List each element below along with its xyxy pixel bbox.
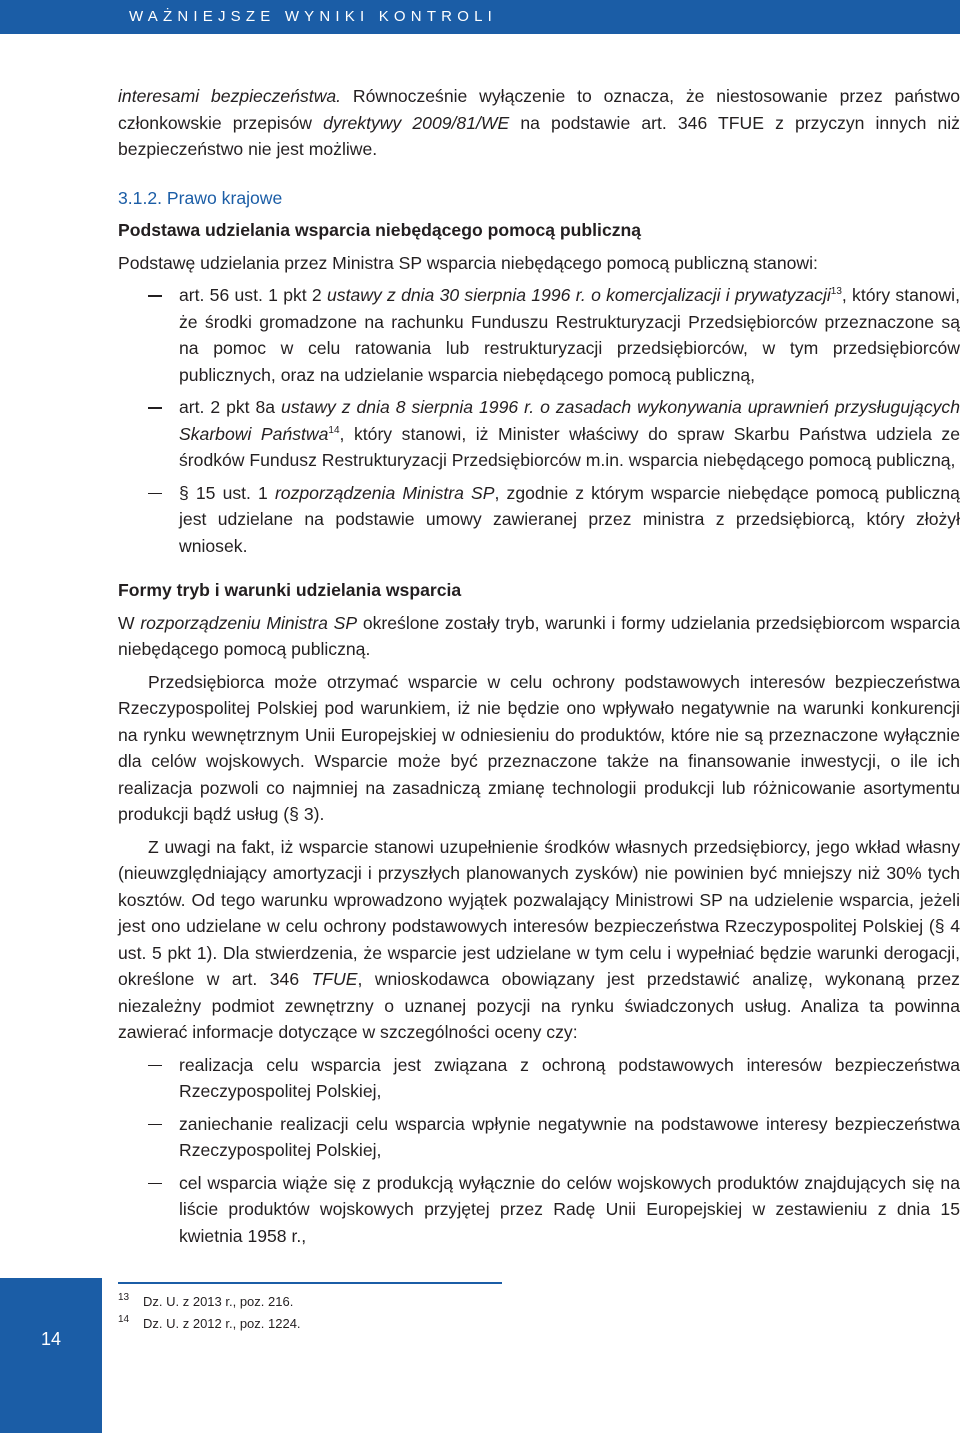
list-item: zaniechanie realizacji celu wsparcia wpłynie negatywnie na podstawowe interesy bezpieczeństwa Rzeczypospolitej Polskiej, [118, 1111, 960, 1164]
footnote-divider [118, 1282, 502, 1284]
item-text: , zgodnie z którym wsparcie niebędące pomocą publiczną jest udzielane na podstawie umowy zawieranej przez ministra z przedsiębiorcą, który złożył wniosek. [179, 482, 960, 556]
header-title: WAŻNIEJSZE WYNIKI KONTROLI [129, 8, 497, 25]
intro-text-end: na podstawie art. 346 TFUE z przyczyn innych niż bezpieczeństwo nie jest możliwe. [118, 112, 960, 159]
footnote-text: Dz. U. z 2012 r., poz. 1224. [143, 1316, 301, 1331]
p1-text: W [118, 612, 141, 633]
item-ref: § 15 ust. 1 [179, 482, 275, 503]
footnote-number: 13 [118, 1292, 130, 1303]
list-item [118, 480, 960, 560]
item-ref: art. 2 pkt 8a [179, 397, 282, 417]
p3-text-end: , wnioskodawca obowiązany jest przedstawić analizę, wykonaną przez niezależny podmiot zewnętrzny o uznanej pozycji na rynku świadczonych usług. Analiza ta powinna zawierać informacje dotyczące w szczególności oceny czy: [118, 969, 960, 1042]
footnote [118, 1313, 301, 1335]
page-number-box [0, 1278, 102, 1433]
item-text: , który stanowi, iż Minister właściwy do spraw Skarbu Państwa udziela ze środków Fundusz Restrukturyzacji Przedsiębiorców m.in. wsparcia niebędącego pomocą publiczną, [179, 423, 960, 470]
document-body [118, 83, 960, 1255]
item-act: ustawy z dnia 30 sierpnia 1996 r. o komercjalizacji i prywatyzacji [326, 285, 831, 305]
p3-text: Z uwagi na fakt, iż wsparcie stanowi uzupełnienie środków własnych przedsiębiorcy, jego wkład własny (nieuwzględniający amortyzacji i przyszłych planowanych zysków) nie powinien być mniejszy niż 30% tych kosztów. Od tego warunku wprowadzono wyjątek pozwalający Ministrowi SP na udzielenie wsparcia, jeżeli jest ono udzielane w celu ochrony podstawowych interesów bezpieczeństwa Rzeczypospolitej Polskiej (§ 4 ust. 5 pkt 1). Dla stwierdzenia, że wsparcie jest udzielane w tym celu i wypełniać będzie warunki derogacji, określone w art. 346 [118, 836, 960, 989]
intro-text: Równocześnie wyłączenie to oznacza, że niestosowanie przez państwo członkowskie przepisów [118, 86, 960, 133]
analysis-criteria-list [118, 1052, 960, 1250]
footnote [118, 1291, 301, 1313]
item-text: , który stanowi, że środki gromadzone na rachunku Funduszu Restrukturyzacji Przedsiębiorców przeznaczone są na pomoc w celu ratowania lub restrukturyzacji przedsiębiorców, w tym przedsiębiorców publicznych, oraz na udzielanie wsparcia niebędącego pomocą publiczną, [179, 285, 960, 385]
list-item: realizacja celu wsparcia jest związana z ochroną podstawowych interesów bezpieczeństwa Rzeczypospolitej Polskiej, [118, 1052, 960, 1105]
subheading-forms: Formy tryb i warunki udzielania wsparcia [118, 580, 462, 600]
item-act: rozporządzenia Ministra SP [274, 482, 495, 503]
footnotes [118, 1291, 301, 1335]
paragraph-conditions: Przedsiębiorca może otrzymać wsparcie w celu ochrony podstawowych interesów bezpieczeństwa Rzeczypospolitej Polskiej pod warunkiem, iż nie będzie ono wpływało negatywnie na warunki konkurencji na rynku wewnętrznym Unii Europejskiej w odniesieniu do produktów, które nie są przeznaczone wyłącznie dla celów wojskowych. Wsparcie może być przeznaczone także na finansowanie inwestycji, o ile ich realizacja pozwoli co najmniej na zasadniczą zmianę technologii produkcji lub różnicowanie asortymentu produkcji bądź usług (§ 3). [118, 671, 960, 824]
intro-paragraph [118, 83, 960, 163]
p1-text-end: określone zostały tryb, warunki i formy udzielania przedsiębiorcom wsparcia niebędącego pomocą publiczną. [118, 612, 960, 659]
section-title: Prawo krajowe [162, 187, 283, 208]
page-number: 14 [40, 1329, 62, 1349]
intro-italic-lead: interesami bezpieczeństwa. [118, 86, 342, 106]
list-item [118, 282, 960, 388]
list-item [118, 394, 960, 474]
paragraph-own-contribution [118, 834, 960, 1046]
p3-italic: TFUE [311, 969, 358, 989]
list-item: cel wsparcia wiąże się z produkcją wyłącznie do celów wojskowych produktów znajdujących się na liście produktów wojskowych przyjętej przez Radę Unii Europejskiej w zestawieniu z dnia 15 kwietnia 1958 r., [118, 1170, 960, 1250]
item-act: ustawy z dnia 8 sierpnia 1996 r. o zasadach wykonywania uprawnień przysługujących Skarbowi Państwa [179, 397, 960, 444]
section-number: 3.1.2. [118, 187, 163, 208]
header-bar [0, 0, 960, 34]
paragraph-forms [118, 610, 960, 663]
p1-italic: rozporządzeniu Ministra SP [140, 612, 358, 633]
intro-directive: dyrektywy 2009/81/WE [323, 112, 510, 133]
item-ref: art. 56 ust. 1 pkt 2 [179, 285, 327, 305]
subheading-support-basis: Podstawa udzielania wsparcia niebędącego pomocą publiczną [118, 220, 642, 240]
footnote-ref: 13 [830, 286, 842, 298]
footnote-text: Dz. U. z 2013 r., poz. 216. [143, 1294, 294, 1309]
footnote-ref: 14 [328, 424, 340, 436]
lead-paragraph: Podstawę udzielania przez Ministra SP wsparcia niebędącego pomocą publiczną stanowi: [118, 252, 818, 273]
footnote-number: 14 [118, 1314, 130, 1325]
legal-basis-list [118, 282, 960, 559]
section-heading [118, 185, 960, 212]
